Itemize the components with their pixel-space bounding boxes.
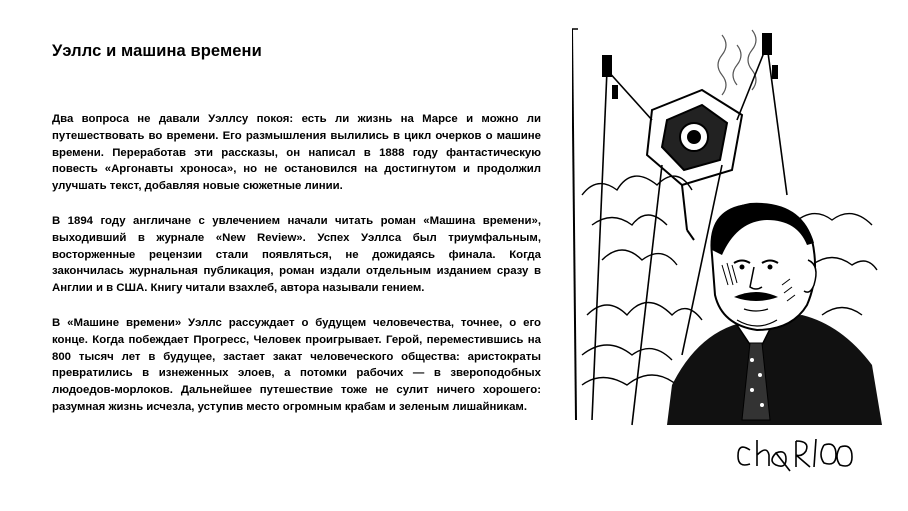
signature-icon	[738, 439, 852, 471]
paragraph-1: Два вопроса не давали Уэллсу покоя: есть ли жизнь на Марсе и можно ли путешествовать во времени. Его размышления вылились в цикл очерков о машине времени. Переработав эти рассказы, он написал в 1888 году фантастическую повесть «Аргонавты хроноса», но не остановился на достигнутом и продолжил улучшать текст, добавляя новые сюжетные линии.	[52, 113, 541, 193]
paragraph-3: В «Машине времени» Уэллс рассуждает о будущем человечества, точнее, о его конце. Когда побеждает Прогресс, Человек проигрывает. Герой, переместившись на 800 тысяч лет в будущее, застает закат человеческого общества: аристократы превратились в изнеженных элоев, а потомки рабочих — в звероподобных людоедов-морлоков. Дальнейшее путешествие тоже не сулит ничего хорошего: разумная жизнь исчезла, уступив место огромным крабам и зеленым лишайникам.	[52, 316, 541, 413]
slide-body	[52, 111, 541, 434]
wells-portrait-icon	[572, 25, 890, 475]
slide-title: Уэллс и машина времени	[52, 42, 262, 60]
paragraph-2: В 1894 году англичане с увлечением начали читать роман «Машина времени», выходивший в журнале «New Review». Успех Уэллса был триумфальным, восторженные рецензии стали появляться, не дожидаясь финала. Когда закончилась журнальная публикация, роман издали отдельным изданием сразу в Англии и в США. Книгу читали взахлеб, автора называли гением.	[52, 214, 541, 295]
portrait-illustration	[572, 25, 890, 475]
